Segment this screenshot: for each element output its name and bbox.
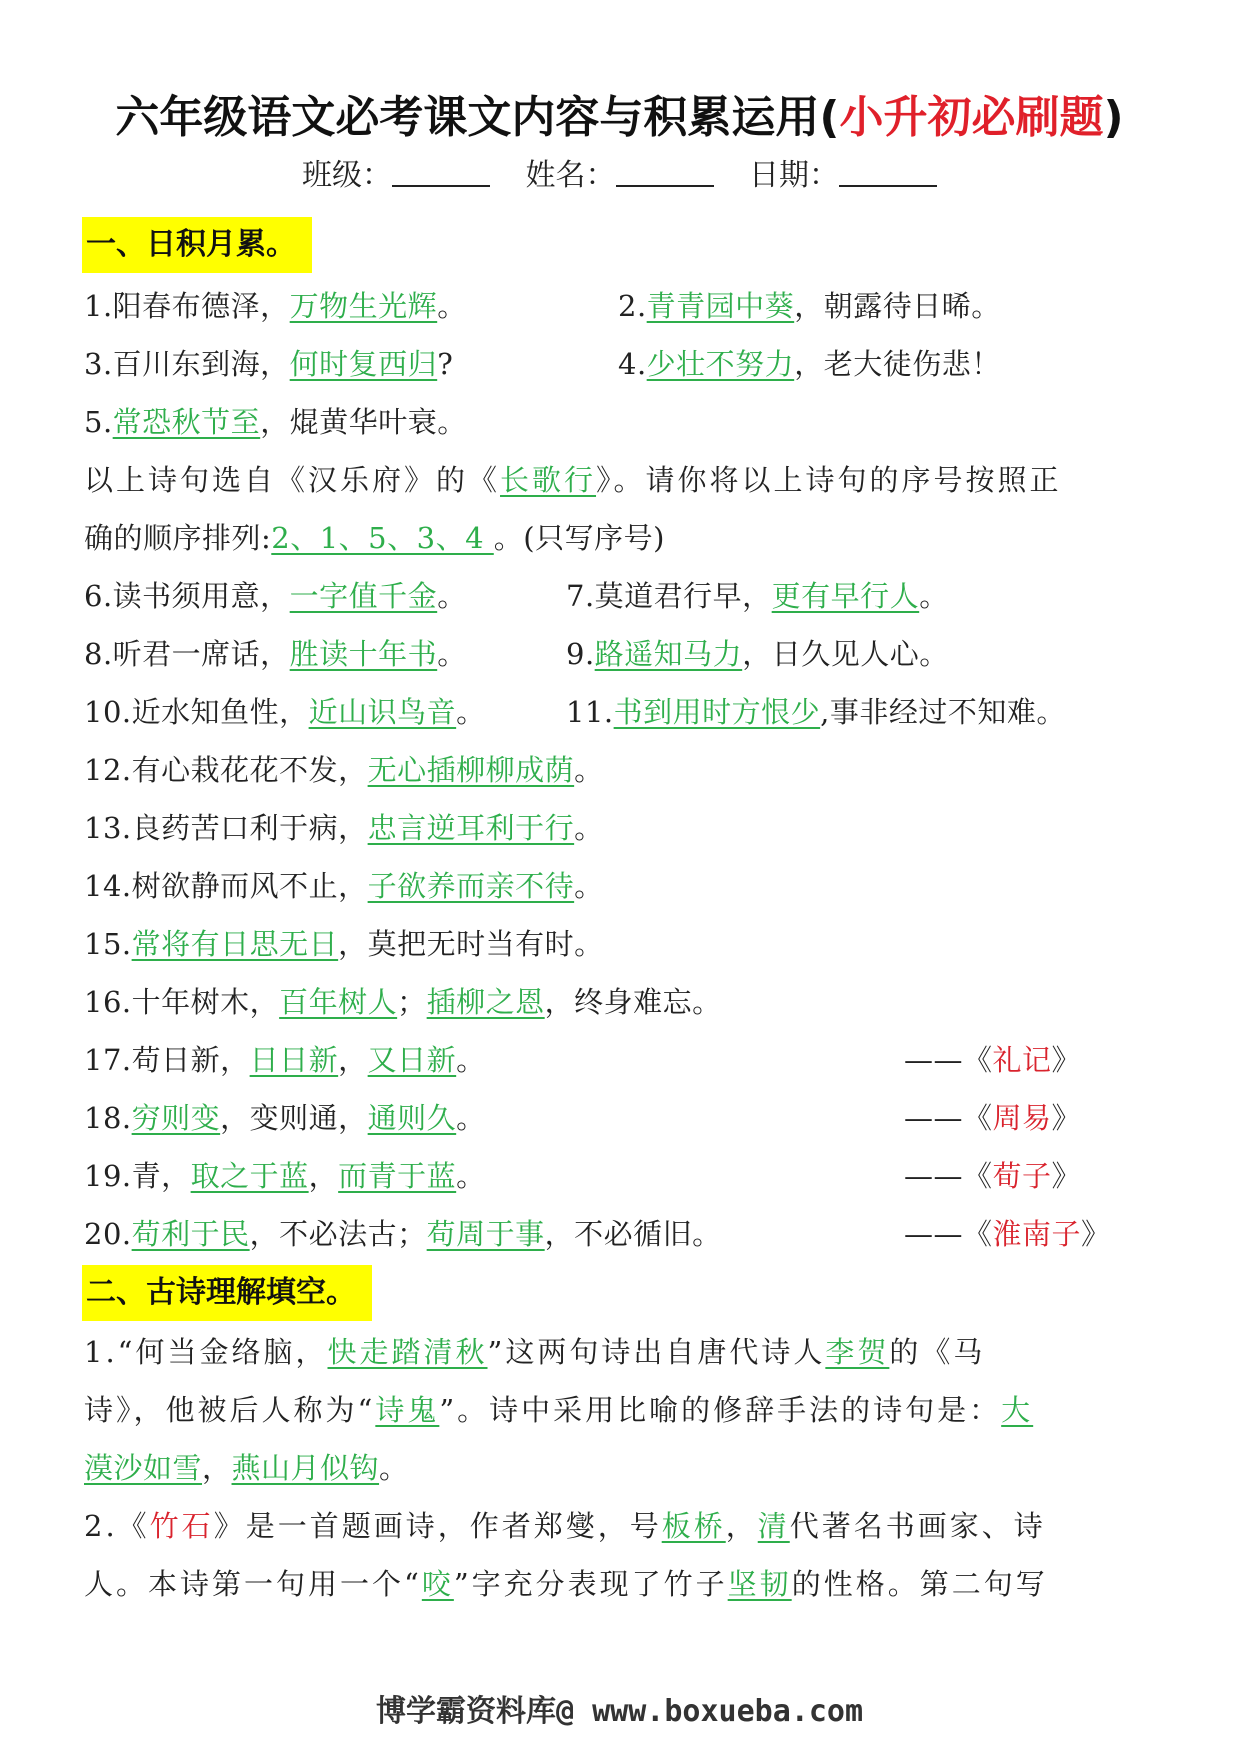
q18-source xyxy=(904,1089,1081,1147)
question-line-17 xyxy=(84,1031,1082,1089)
q17-answer-2: 又日新 xyxy=(367,1043,457,1077)
q10-end: 。 xyxy=(456,695,486,729)
pq2-answer-2: 清 xyxy=(757,1509,790,1543)
q8-answer: 胜读十年书 xyxy=(289,637,438,671)
q11-num: 11. xyxy=(566,695,614,729)
question-line-18 xyxy=(84,1089,1082,1147)
q17-end: 。 xyxy=(456,1043,486,1077)
q8-end: 。 xyxy=(437,637,467,671)
q9-text: ，日久见人心。 xyxy=(742,637,949,671)
q15-answer: 常将有日思无日 xyxy=(131,927,339,961)
q19-source-title: 荀子 xyxy=(992,1159,1052,1193)
name-label: 姓名： xyxy=(525,158,616,193)
question-line-16 xyxy=(84,973,722,1031)
poem-question-2-line-1 xyxy=(84,1497,1046,1555)
q1-answer: 万物生光辉 xyxy=(289,289,438,323)
class-blank[interactable] xyxy=(392,155,490,187)
q17-mid: ， xyxy=(338,1043,368,1077)
q1-text: 1.阳春布德泽， xyxy=(84,289,290,323)
question-line-8-9 xyxy=(84,625,949,683)
question-line-5 xyxy=(84,393,467,451)
q12-end: 。 xyxy=(574,753,604,787)
question-line-10-11 xyxy=(84,683,1066,741)
question-line-12 xyxy=(84,741,604,799)
q9 xyxy=(566,625,949,683)
q18-answer-2: 通则久 xyxy=(367,1101,457,1135)
q5-answer: 常恐秋节至 xyxy=(112,405,261,439)
q12-answer: 无心插柳柳成荫 xyxy=(367,753,575,787)
title-close: ) xyxy=(1103,92,1124,143)
q7-end: 。 xyxy=(919,579,949,613)
q1-end: 。 xyxy=(437,289,467,323)
q20-source-dash: ——《 xyxy=(904,1217,993,1251)
question-line-19 xyxy=(84,1147,1082,1205)
q8-text: 8.听君一席话， xyxy=(84,637,290,671)
q5-text: ，焜黄华叶衰。 xyxy=(260,405,467,439)
q17-answer-1: 日日新 xyxy=(249,1043,339,1077)
q20-num: 20. xyxy=(84,1217,132,1251)
q18-answer-1: 穷则变 xyxy=(131,1101,221,1135)
q4 xyxy=(618,335,1001,393)
q16-text: 16.十年树木， xyxy=(84,985,280,1019)
question-line-1-2 xyxy=(84,277,1001,335)
q7-text: 7.莫道君行早， xyxy=(566,579,772,613)
pq2-mid-1: 》是一首题画诗，作者郑燮，号 xyxy=(213,1509,662,1543)
q3-end: ? xyxy=(437,347,454,381)
q20-mid: ，不必法古； xyxy=(249,1217,427,1251)
q10-answer: 近山识鸟音 xyxy=(308,695,457,729)
q16-answer-2: 插柳之恩 xyxy=(426,985,545,1019)
q17-source-title: 礼记 xyxy=(992,1043,1052,1077)
pq1b-answer-2: 大 xyxy=(1001,1393,1034,1427)
q18-end: 。 xyxy=(456,1101,486,1135)
title-main: 六年级语文必考课文内容与积累运用( xyxy=(115,92,840,143)
question-line-20 xyxy=(84,1205,1111,1263)
source-text-end: 》。请你将以上诗句的序号按照正 xyxy=(596,463,1062,497)
pq1-answer-2: 李贺 xyxy=(825,1335,890,1369)
q16-mid: ； xyxy=(397,985,427,1019)
q18-source-dash: ——《 xyxy=(904,1101,993,1135)
q2-num: 2. xyxy=(618,289,647,323)
source-question-line xyxy=(84,451,1062,509)
q7 xyxy=(566,567,949,625)
q19-answer-2: 而青于蓝 xyxy=(338,1159,457,1193)
q17-source-dash: ——《 xyxy=(904,1043,993,1077)
q6-end: 。 xyxy=(437,579,467,613)
poem-question-2-line-2 xyxy=(84,1555,1048,1613)
student-info-fields xyxy=(0,153,1239,199)
q20-answer-1: 苟利于民 xyxy=(131,1217,250,1251)
q9-num: 9. xyxy=(566,637,595,671)
q17-source xyxy=(904,1031,1081,1089)
date-label: 日期： xyxy=(749,158,840,193)
q13-text: 13.良药苦口利于病， xyxy=(84,811,368,845)
q20-answer-2: 苟周于事 xyxy=(426,1217,545,1251)
q18-source-title: 周易 xyxy=(992,1101,1052,1135)
pq1b-mid: ”。诗中采用比喻的修辞手法的诗句是： xyxy=(439,1393,1002,1427)
q20-end: ，不必循旧。 xyxy=(544,1217,722,1251)
question-line-15 xyxy=(84,915,604,973)
q19-end: 。 xyxy=(456,1159,486,1193)
q6-answer: 一字值千金 xyxy=(289,579,438,613)
q14-end: 。 xyxy=(574,869,604,903)
q3-text: 3.百川东到海， xyxy=(84,347,290,381)
q11-answer: 书到用时方恨少 xyxy=(613,695,821,729)
q4-answer: 少壮不努力 xyxy=(646,347,795,381)
q14-answer: 子欲养而亲不待 xyxy=(367,869,575,903)
pq2b-text: 人。本诗第一句用一个“ xyxy=(84,1567,422,1601)
q18-num: 18. xyxy=(84,1101,132,1135)
q11 xyxy=(566,683,1066,741)
q18-mid: ，变则通， xyxy=(220,1101,368,1135)
q15-text: ，莫把无时当有时。 xyxy=(338,927,604,961)
pq1c-answer-2: 燕山月似钩 xyxy=(231,1451,380,1485)
question-line-14 xyxy=(84,857,604,915)
pq1c-end: 。 xyxy=(379,1451,409,1485)
q16-answer-1: 百年树人 xyxy=(279,985,398,1019)
q15-num: 15. xyxy=(84,927,132,961)
pq1b-text: 诗》，他被后人称为“ xyxy=(84,1393,376,1427)
q12-text: 12.有心栽花花不发， xyxy=(84,753,368,787)
q19-source-close: 》 xyxy=(1051,1159,1082,1193)
q4-text: ，老大徒伤悲！ xyxy=(794,347,1001,381)
pq2-poem-title: 竹石 xyxy=(149,1509,214,1543)
pq1-mid: ”这两句诗出自唐代诗人 xyxy=(487,1335,826,1369)
order-text: 确的顺序排列: xyxy=(84,521,272,555)
pq2b-answer-1: 咬 xyxy=(421,1567,454,1601)
section-heading-2: 二、古诗理解填空。 xyxy=(82,1265,372,1321)
q20-source-title: 淮南子 xyxy=(992,1217,1082,1251)
q20-source xyxy=(904,1205,1111,1263)
order-question-line xyxy=(84,509,665,567)
section-heading-1: 一、日积月累。 xyxy=(82,217,312,273)
q10-text: 10.近水知鱼性， xyxy=(84,695,309,729)
pq2b-answer-2: 坚韧 xyxy=(727,1567,792,1601)
name-blank[interactable] xyxy=(616,155,714,187)
q13-end: 。 xyxy=(574,811,604,845)
order-answer: 2、1、5、3、4 xyxy=(271,521,494,555)
q19-source xyxy=(904,1147,1081,1205)
order-text-end: 。(只写序号) xyxy=(493,521,665,555)
pq1-text: 1.“何当金络脑， xyxy=(84,1335,328,1369)
footer-watermark: 博学霸资料库@ www.boxueba.com xyxy=(375,1694,864,1729)
pq2b-mid: ”字充分表现了竹子 xyxy=(453,1567,728,1601)
pq2b-end: 的性格。第二句写 xyxy=(791,1567,1048,1601)
pq1-answer-1: 快走踏清秋 xyxy=(327,1335,488,1369)
q11-text: ,事非经过不知难。 xyxy=(820,695,1066,729)
q17-text: 17.苟日新， xyxy=(84,1043,250,1077)
question-line-3-4 xyxy=(84,335,1001,393)
q5-num: 5. xyxy=(84,405,113,439)
q16-end: ，终身难忘。 xyxy=(544,985,722,1019)
pq1b-answer-1: 诗鬼 xyxy=(375,1393,440,1427)
q19-text: 19.青， xyxy=(84,1159,191,1193)
class-label: 班级： xyxy=(301,158,392,193)
pq1-end: 的《马 xyxy=(889,1335,986,1369)
pq2-mid-2: ， xyxy=(725,1509,758,1543)
pq2-text: 2.《 xyxy=(84,1509,150,1543)
q3-answer: 何时复西归 xyxy=(289,347,438,381)
q2 xyxy=(618,277,1001,335)
source-text: 以上诗句选自《汉乐府》的《 xyxy=(84,463,501,497)
q2-answer: 青青园中葵 xyxy=(646,289,795,323)
source-answer: 长歌行 xyxy=(500,463,597,497)
pq1c-answer-1: 漠沙如雪 xyxy=(84,1451,203,1485)
page-title xyxy=(0,88,1239,148)
q20-source-close: 》 xyxy=(1081,1217,1111,1251)
q9-answer: 路遥知马力 xyxy=(594,637,743,671)
q7-answer: 更有早行人 xyxy=(771,579,920,613)
pq1c-mid: ， xyxy=(202,1451,232,1485)
q19-source-dash: ——《 xyxy=(904,1159,993,1193)
date-blank[interactable] xyxy=(839,155,937,187)
q19-answer-1: 取之于蓝 xyxy=(190,1159,309,1193)
pq2-end: 代著名书画家、诗 xyxy=(789,1509,1046,1543)
q6-text: 6.读书须用意， xyxy=(84,579,290,613)
q19-mid: ， xyxy=(308,1159,339,1193)
title-highlight: 小升初必刷题 xyxy=(839,92,1104,143)
q17-source-close: 》 xyxy=(1051,1043,1082,1077)
poem-question-1-line-1 xyxy=(84,1323,985,1381)
poem-question-1-line-2 xyxy=(84,1381,1033,1439)
q2-text: ，朝露待日晞。 xyxy=(794,289,1001,323)
q4-num: 4. xyxy=(618,347,647,381)
q14-text: 14.树欲静而风不止， xyxy=(84,869,368,903)
pq2-answer-1: 板桥 xyxy=(661,1509,726,1543)
q18-source-close: 》 xyxy=(1051,1101,1082,1135)
q13-answer: 忠言逆耳利于行 xyxy=(367,811,575,845)
question-line-13 xyxy=(84,799,604,857)
poem-question-1-line-3 xyxy=(84,1439,409,1497)
question-line-6-7 xyxy=(84,567,949,625)
